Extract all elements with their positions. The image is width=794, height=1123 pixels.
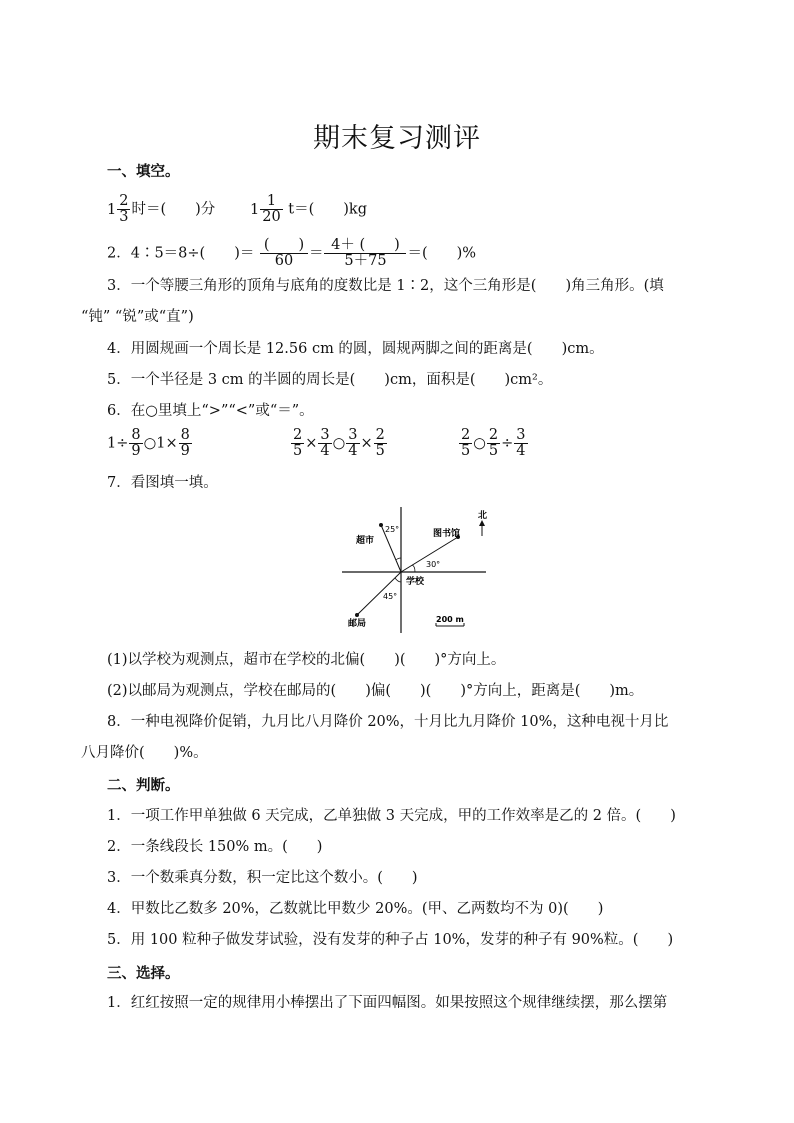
post-office-label: 邮局 — [348, 619, 367, 629]
post-office-point — [355, 613, 359, 617]
scale-label: 200 m — [436, 615, 464, 624]
question-1-3: 3．一个等腰三角形的顶角与底角的度数比是 1∶2，这个三角形是( )角三角形。(填 — [107, 278, 664, 294]
page-title: 期末复习测评 — [313, 123, 481, 154]
angle-label-45: 45° — [383, 592, 398, 601]
mixed-whole: 1 — [107, 201, 117, 218]
fraction: $\frac{3}{4}$ — [348, 427, 358, 459]
question-1-6: 6．在○里填上“>”“<”或“＝”。 — [107, 403, 314, 419]
judge-item: 5．用 100 粒种子做发芽试验，没有发芽的种子占 10%，发芽的种子有 90%粒。( ) — [107, 932, 674, 948]
question-1-5: 5．一个半径是 3 cm 的半圆的周长是( )cm，面积是( )cm²。 — [107, 372, 553, 388]
fraction: $\frac{8}{9}$ — [180, 427, 190, 459]
fraction: 1 20 — [262, 193, 281, 225]
fraction: 2 3 — [119, 193, 129, 225]
question-1-7-1: (1)以学校为观测点，超市在学校的北偏( )( )°方向上。 — [107, 652, 506, 668]
question-1-8: 8．一种电视降价促销，九月比八月降价 20%，十月比九月降价 10%，这种电视十月比 — [107, 714, 669, 730]
library-label: 图书馆 — [433, 529, 461, 539]
compare-expr-2: $\frac{2}{5}$ × $\frac{3}{4}$ ○ $\frac{3}{4}$ × $\frac{2}{5}$ — [293, 427, 385, 459]
choice-question-1: 1．红红按照一定的规律用小棒摆出了下面四幅图。如果按照这个规律继续摆，那么摆第 — [107, 995, 668, 1011]
question-1-3-cont: “钝” “锐”或“直”) — [81, 309, 194, 325]
angle-label-25: 25° — [385, 525, 400, 534]
question-1-2: 2．4∶5＝8÷( )＝ ( ) 60 ＝ $\frac{4+ ( )}{5+75}$ ＝( )% — [107, 237, 477, 269]
judge-item: 4．甲数比乙数多 20%，乙数就比甲数少 20%。(甲、乙两数均不为 0)( ) — [107, 901, 604, 917]
angle-arc-25 — [396, 558, 401, 560]
section-heading-fill-blank: 一、填空。 — [107, 163, 180, 180]
supermarket-label: 超市 — [356, 536, 375, 546]
school-label: 学校 — [406, 577, 425, 587]
compare-expr-1: 1÷ $\frac{8}{9}$ ○1× $\frac{8}{9}$ — [107, 427, 190, 459]
north-label: 北 — [478, 511, 488, 521]
fraction: ( ) 60 — [260, 238, 308, 269]
fraction: $\frac{4+ ( )}{5+75}$ — [324, 238, 406, 269]
section-heading-judge: 二、判断。 — [107, 777, 180, 794]
section-heading-choice: 三、选择。 — [107, 965, 180, 982]
fraction: $\frac{2}{5}$ — [293, 427, 303, 459]
judge-item: 2．一条线段长 150% m。( ) — [107, 839, 323, 855]
direction-diagram — [340, 505, 490, 635]
fraction: $\frac{8}{9}$ — [131, 427, 141, 459]
fraction: $\frac{2}{5}$ — [488, 427, 499, 459]
supermarket-point — [379, 523, 383, 527]
angle-arc-45 — [395, 578, 401, 582]
judge-item: 1．一项工作甲单独做 6 天完成，乙单独做 3 天完成，甲的工作效率是乙的 2 倍。( ) — [107, 808, 676, 824]
question-1-8-cont: 八月降价( )%。 — [81, 745, 208, 761]
compare-expr-3: $\frac{2}{5}$ ○ $\frac{2}{5}$ ÷ $\frac{3}{4}$ — [461, 427, 526, 459]
fraction: $\frac{3}{4}$ — [320, 427, 330, 459]
question-1-1: 1 2 3 时＝( )分 — [107, 193, 216, 225]
judge-item: 3．一个数乘真分数，积一定比这个数小。( ) — [107, 870, 418, 886]
fraction: $\frac{2}{5}$ — [375, 427, 385, 459]
question-1-7: 7．看图填一填。 — [107, 475, 218, 491]
angle-arc-30 — [412, 565, 415, 572]
fraction: $\frac{3}{4}$ — [516, 427, 526, 459]
question-1-7-2: (2)以邮局为观测点，学校在邮局的( )偏( )( )°方向上，距离是( )m。 — [107, 683, 644, 699]
fraction: $\frac{2}{5}$ — [461, 427, 471, 459]
question-1-4: 4．用圆规画一个周长是 12.56 cm 的圆，圆规两脚之间的距离是( )cm。 — [107, 341, 604, 357]
question-1-1b: 1 1 20 t＝( )kg — [250, 193, 368, 225]
angle-label-30: 30° — [426, 560, 441, 569]
